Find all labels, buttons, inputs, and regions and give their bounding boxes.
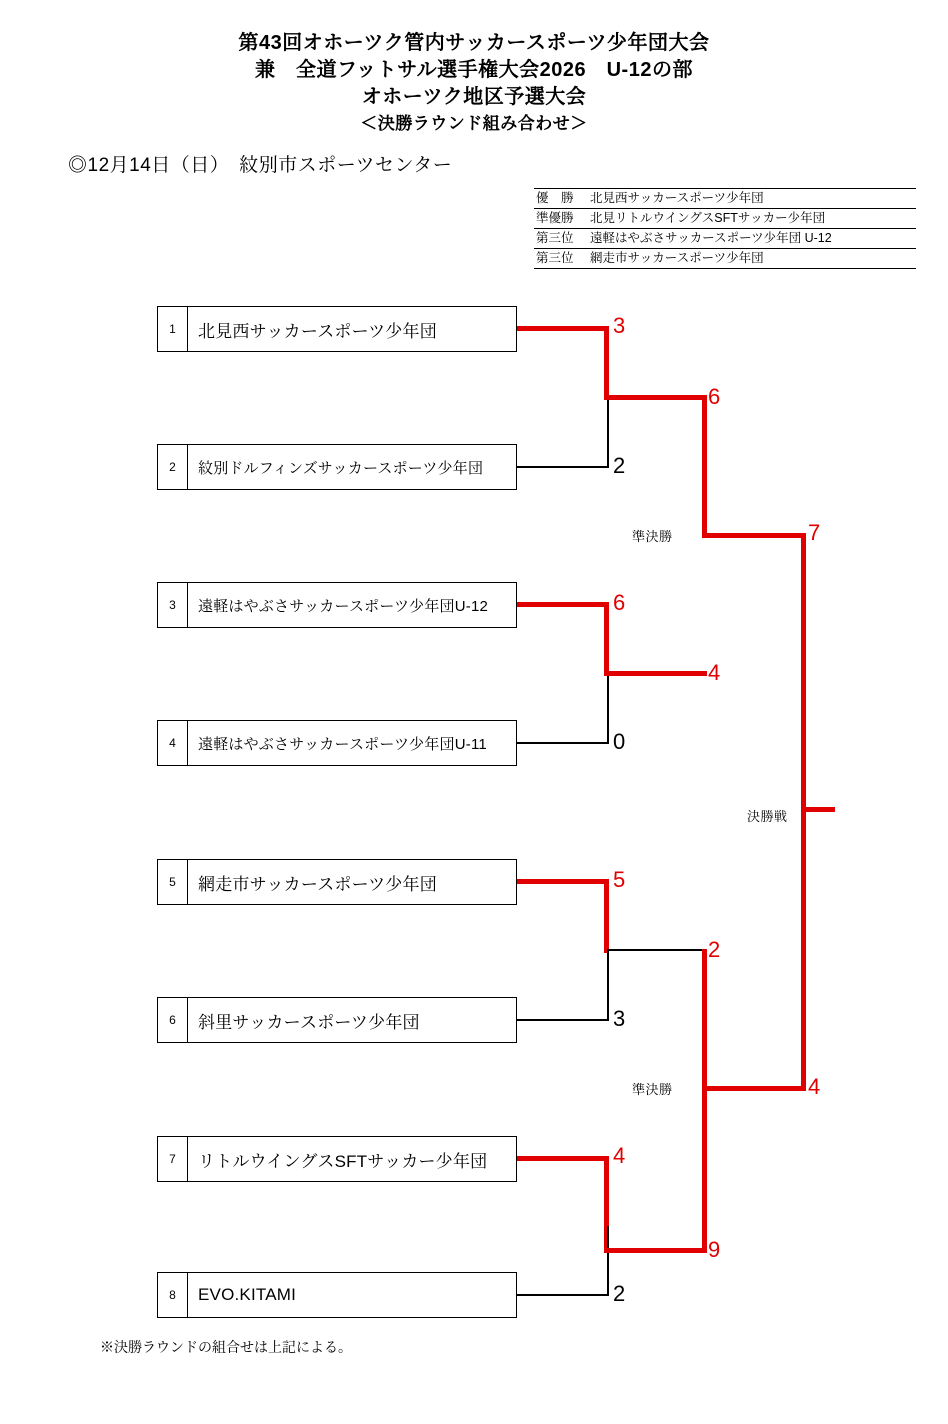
score-r1-team5: 5	[613, 867, 626, 892]
table-row	[534, 209, 916, 229]
table-row	[534, 229, 916, 249]
bracket-line-r1-m1-bottom	[517, 466, 609, 468]
bracket-line-champion-stub	[801, 807, 835, 812]
team-name: 遠軽はやぶさサッカースポーツ少年団U-12	[198, 597, 489, 615]
bracket-line-r1-m2-top	[517, 602, 609, 607]
table-row	[534, 189, 916, 209]
bracket-line-r1-m2-bottom	[517, 742, 609, 744]
standing-team: 遠軽はやぶさサッカースポーツ少年団 U-12	[588, 229, 916, 249]
score-r1-team8: 2	[613, 1281, 626, 1306]
standing-rank: 第三位	[534, 249, 588, 269]
score-final-top: 7	[808, 520, 821, 545]
label-semifinal-upper: 準決勝	[632, 529, 673, 544]
bracket-team-2	[157, 444, 517, 490]
team-name: EVO.KITAMI	[198, 1285, 297, 1304]
score-r1-team7: 4	[613, 1143, 626, 1168]
bracket-line-r1-m3-vert-red	[604, 879, 609, 953]
bracket-line-r2-m1-vert	[702, 395, 707, 537]
table-row	[534, 249, 916, 269]
label-final: 決勝戦	[747, 809, 788, 824]
team-name: 網走市サッカースポーツ少年団	[198, 874, 437, 894]
seed-number: 6	[158, 998, 188, 1042]
bracket-line-r2-m2-bottom	[604, 1248, 707, 1253]
bracket-line-r2-m2-top	[607, 949, 707, 951]
bracket-line-r3-top	[702, 533, 805, 538]
final-standings-table	[534, 188, 916, 269]
bracket-line-r1-m4-bottom	[517, 1294, 609, 1296]
team-name: 紋別ドルフィンズサッカースポーツ少年団	[198, 459, 484, 477]
bracket-team-6	[157, 997, 517, 1043]
footnote: ※決勝ラウンドの組合せは上記による。	[100, 1339, 352, 1355]
bracket-line-r3-vert	[801, 533, 806, 1091]
team-name: リトルウイングスSFTサッカー少年団	[198, 1151, 488, 1171]
label-semifinal-lower: 準決勝	[632, 1082, 673, 1097]
bracket-line-r1-m3-bottom	[517, 1019, 609, 1021]
bracket-team-5	[157, 859, 517, 905]
bracket-line-r1-m2-vert-black	[607, 673, 609, 743]
seed-number: 1	[158, 307, 188, 351]
bracket-team-1	[157, 306, 517, 352]
title-line-3: オホーツク地区予選大会	[361, 86, 587, 108]
seed-number: 3	[158, 583, 188, 627]
bracket-team-8	[157, 1272, 517, 1318]
standing-rank: 第三位	[534, 229, 588, 249]
standing-rank: 準優勝	[534, 209, 588, 229]
page-title	[0, 30, 948, 137]
seed-number: 7	[158, 1137, 188, 1181]
team-name: 北見西サッカースポーツ少年団	[198, 321, 437, 341]
bracket-line-r1-m3-vert-black	[607, 950, 609, 1020]
venue-info: ◎12月14日（日） 紋別市スポーツセンター	[68, 155, 453, 176]
score-r1-team4: 0	[613, 729, 626, 754]
seed-number: 5	[158, 860, 188, 904]
bracket-team-4	[157, 720, 517, 766]
bracket-line-r2-m2-vert	[702, 949, 707, 1253]
score-r2-upper-top: 6	[708, 384, 721, 409]
seed-number: 4	[158, 721, 188, 765]
bracket-line-r1-m4-top	[517, 1156, 609, 1161]
score-r1-team3: 6	[613, 590, 626, 615]
standing-team: 北見西サッカースポーツ少年団	[588, 189, 916, 209]
standing-team: 網走市サッカースポーツ少年団	[588, 249, 916, 269]
bracket-line-r1-m4-vert-black	[607, 1226, 609, 1296]
bracket-line-r1-m3-top	[517, 879, 609, 884]
bracket-line-r1-m2-vert-red	[604, 602, 609, 676]
bracket-line-r1-m1-vert-red	[604, 326, 609, 399]
score-final-bottom: 4	[808, 1074, 821, 1099]
team-name: 斜里サッカースポーツ少年団	[198, 1012, 420, 1032]
title-line-1: 第43回オホーツク管内サッカースポーツ少年団大会	[238, 32, 710, 54]
score-r1-team1: 3	[613, 313, 626, 338]
bracket-team-7	[157, 1136, 517, 1182]
bracket-line-r2-m1-top	[604, 395, 707, 400]
score-r1-team6: 3	[613, 1006, 626, 1031]
title-line-2: 兼 全道フットサル選手権大会2026 U-12の部	[255, 59, 693, 81]
bracket-team-3	[157, 582, 517, 628]
bracket-line-r1-m4-vert-red	[604, 1156, 609, 1252]
bracket-line-r3-bottom	[702, 1086, 805, 1091]
score-r2-upper-bottom: 4	[708, 660, 721, 685]
bracket-line-r1-m1-top	[517, 326, 609, 331]
bracket-line-r2-m1-bottom	[604, 671, 707, 676]
score-r2-lower-top: 2	[708, 937, 721, 962]
standing-rank: 優 勝	[534, 189, 588, 209]
score-r2-lower-bottom: 9	[708, 1237, 721, 1262]
score-r1-team2: 2	[613, 453, 626, 478]
seed-number: 2	[158, 445, 188, 489]
standing-team: 北見リトルウイングスSFTサッカー少年団	[588, 209, 916, 229]
title-line-4: ＜決勝ラウンド組み合わせ＞	[360, 114, 588, 133]
bracket-line-r1-m1-vert-black	[607, 397, 609, 467]
team-name: 遠軽はやぶさサッカースポーツ少年団U-11	[198, 735, 487, 753]
seed-number: 8	[158, 1273, 188, 1317]
